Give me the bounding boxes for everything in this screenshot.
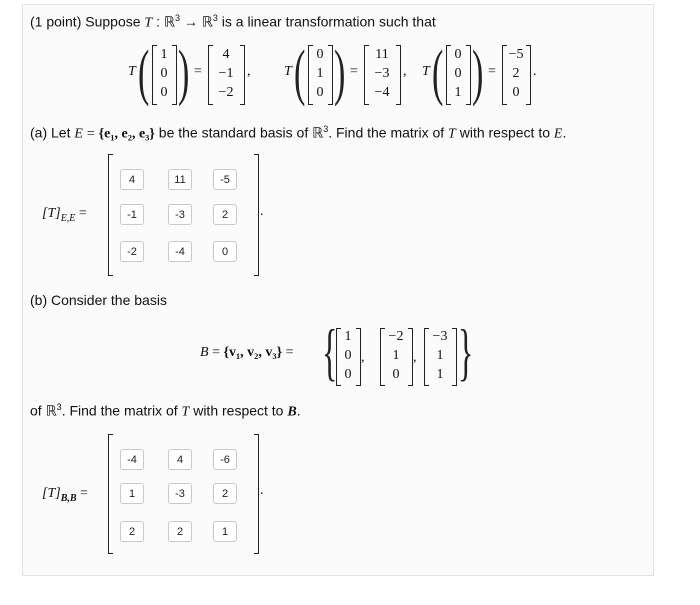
- part-a-end: . Find the matrix of: [328, 124, 445, 141]
- period: .: [562, 124, 567, 141]
- part-b-heading: (b) Consider the basis: [30, 292, 167, 308]
- eq0-open-paren: (: [138, 39, 150, 107]
- subscript-EE: E,E: [60, 212, 76, 224]
- exp-3: 3: [174, 13, 180, 23]
- eq1-input-vector-entry-0: 0: [316, 46, 324, 62]
- equals-b: =: [80, 486, 88, 501]
- real-R-2: ℝ: [201, 15, 213, 31]
- eq0-T: T: [128, 64, 136, 79]
- eq2-T: T: [422, 64, 430, 79]
- eq0-input-vector: [152, 45, 176, 103]
- eq1-output-vector: [364, 45, 400, 103]
- symbol-T: T: [144, 15, 153, 31]
- part-b-find: . Find the matrix of: [61, 402, 178, 419]
- matrix-a-cell-r0c2[interactable]: -5: [213, 169, 237, 190]
- basis-vector-2-entry-1: 1: [392, 347, 400, 363]
- basis-b-equation: [200, 345, 294, 361]
- eq2-output-vector: [502, 45, 530, 103]
- real-R-4: ℝ: [45, 404, 57, 420]
- basis-comma-1: ,: [361, 350, 365, 365]
- basis-vector-2-entry-0: −2: [388, 329, 404, 345]
- basis-vector-1-entry-0: 1: [344, 329, 352, 345]
- matrix-b-cell-r2c1[interactable]: 2: [168, 521, 192, 542]
- eq2-output-vector-entry-2: 0: [512, 85, 520, 101]
- basis-set: {v₁, v₂, v₃}: [223, 345, 283, 360]
- arrow: →: [183, 13, 198, 30]
- matrix-a-cell-r1c1[interactable]: -3: [168, 204, 192, 225]
- label-T-EE: [T]: [42, 206, 61, 221]
- eq2-close-paren: ): [472, 39, 484, 107]
- part-b-wrt: with respect to: [193, 402, 284, 419]
- matrix-a-cell-r0c0[interactable]: 4: [120, 169, 144, 190]
- part-a-prefix: (a) Let: [30, 124, 71, 141]
- standard-basis-set: {e₁, e₂, e₃}: [98, 126, 155, 142]
- eq1-T: T: [284, 64, 292, 79]
- matrix-a-period: .: [260, 204, 264, 219]
- part-b-line: [30, 402, 301, 421]
- label-T-BB: [T]: [42, 486, 61, 501]
- part-a-wrt: with respect to: [459, 124, 550, 141]
- matrix-b-cell-r1c0[interactable]: 1: [120, 483, 144, 504]
- intro-line: [30, 13, 436, 32]
- eq1-open-paren: (: [294, 39, 306, 107]
- matrix-a-left-bracket: [108, 154, 113, 276]
- equals-a: =: [78, 206, 87, 221]
- eq1-input-vector: [308, 45, 332, 103]
- matrix-b-left-bracket: [108, 434, 113, 554]
- eq1-equals: =: [350, 64, 358, 79]
- eq0-input-vector-entry-1: 0: [160, 65, 168, 81]
- matrix-a-cell-r1c0[interactable]: -1: [120, 204, 144, 225]
- eq2-input-vector-entry-1: 0: [454, 65, 462, 81]
- eq2-period: .: [533, 64, 537, 79]
- eq0-input-vector-entry-2: 0: [160, 85, 168, 101]
- basis-vector-2: [380, 328, 412, 384]
- matrix-b-cell-r0c2[interactable]: -6: [213, 449, 237, 470]
- symbol-E-2: E: [553, 126, 563, 142]
- eq0-output-vector: [208, 45, 244, 103]
- eq0-output-vector-entry-0: 4: [222, 46, 230, 62]
- of-text: of: [30, 402, 42, 419]
- matrix-b-cell-r0c1[interactable]: 4: [168, 449, 192, 470]
- intro-prefix: (1 point) Suppose: [30, 13, 141, 30]
- basis-vector-1: [336, 328, 360, 384]
- eq1-input-vector-entry-2: 0: [316, 85, 324, 101]
- matrix-b-cell-r1c2[interactable]: 2: [213, 483, 237, 504]
- eq2-input-vector: [446, 45, 470, 103]
- eq2-input-vector-entry-0: 0: [454, 46, 462, 62]
- eq2-equals: =: [488, 64, 496, 79]
- exp-3-4: 3: [56, 402, 62, 412]
- matrix-a-cell-r2c1[interactable]: -4: [168, 241, 192, 262]
- matrix-b-right-bracket: [254, 434, 259, 554]
- basis-vector-3-entry-1: 1: [436, 347, 444, 363]
- matrix-b-cell-r1c1[interactable]: -3: [168, 483, 192, 504]
- eq2-output-vector-entry-1: 2: [512, 65, 520, 81]
- matrix-a-cell-r2c2[interactable]: 0: [213, 241, 237, 262]
- eq2-open-paren: (: [432, 39, 444, 107]
- basis-vector-2-entry-2: 0: [392, 366, 400, 382]
- part-a-middle: be the standard basis of: [158, 124, 309, 141]
- basis-vector-3-entry-0: −3: [432, 329, 448, 345]
- matrix-b-period: .: [260, 483, 264, 498]
- symbol-T-3: T: [181, 404, 190, 420]
- basis-vector-3: [424, 328, 456, 384]
- eq1-input-vector-entry-1: 1: [316, 65, 324, 81]
- subscript-BB: B,B: [60, 492, 77, 504]
- part-a-line: [30, 124, 566, 143]
- matrix-a-cell-r2c0[interactable]: -2: [120, 241, 144, 262]
- real-R-3: ℝ: [312, 126, 324, 142]
- equals-b2: =: [285, 345, 294, 360]
- real-R: ℝ: [163, 15, 175, 31]
- eq0-input-vector-entry-0: 1: [160, 46, 168, 62]
- eq0-equals: =: [194, 64, 202, 79]
- exp-3-3: 3: [323, 124, 329, 134]
- period-b: .: [296, 402, 301, 419]
- eq2-output-vector-entry-0: −5: [508, 46, 524, 62]
- basis-vector-1-entry-2: 0: [344, 366, 352, 382]
- symbol-T-2: T: [448, 126, 456, 142]
- eq1-output-vector-entry-1: −3: [374, 65, 390, 81]
- matrix-b-cell-r0c0[interactable]: -4: [120, 449, 144, 470]
- matrix-b-cell-r2c2[interactable]: 1: [213, 521, 237, 542]
- eq2-input-vector-entry-2: 1: [454, 85, 462, 101]
- matrix-a-cell-r0c1[interactable]: 11: [168, 169, 192, 190]
- basis-vector-1-entry-1: 0: [344, 347, 352, 363]
- matrix-a-label: [42, 206, 87, 224]
- matrix-b-cell-r2c0[interactable]: 2: [120, 521, 144, 542]
- eq0-close-paren: ): [178, 39, 190, 107]
- eq0-output-vector-entry-2: −2: [218, 85, 234, 101]
- symbol-E: E: [74, 126, 83, 142]
- basis-open-brace: {: [322, 316, 338, 387]
- matrix-b-label: [42, 486, 88, 504]
- eq1-close-paren: ): [334, 39, 346, 107]
- basis-vector-3-entry-2: 1: [436, 366, 444, 382]
- basis-comma-2: ,: [413, 350, 417, 365]
- matrix-a-right-bracket: [254, 154, 259, 276]
- eq0-output-vector-entry-1: −1: [218, 65, 234, 81]
- intro-suffix: is a linear transformation such that: [221, 13, 436, 30]
- eq1-output-vector-entry-0: 11: [375, 46, 389, 62]
- eq1-comma: ,: [403, 64, 407, 79]
- equals-b1: =: [212, 345, 220, 360]
- symbol-B: B: [200, 345, 209, 360]
- eq1-output-vector-entry-2: −4: [374, 85, 390, 101]
- exp-3-2: 3: [212, 13, 218, 23]
- basis-close-brace: }: [458, 316, 474, 387]
- equals: =: [86, 126, 95, 142]
- matrix-a-cell-r1c2[interactable]: 2: [213, 204, 237, 225]
- symbol-B-2: B: [287, 404, 297, 420]
- colon: :: [156, 13, 160, 30]
- eq0-comma: ,: [247, 64, 251, 79]
